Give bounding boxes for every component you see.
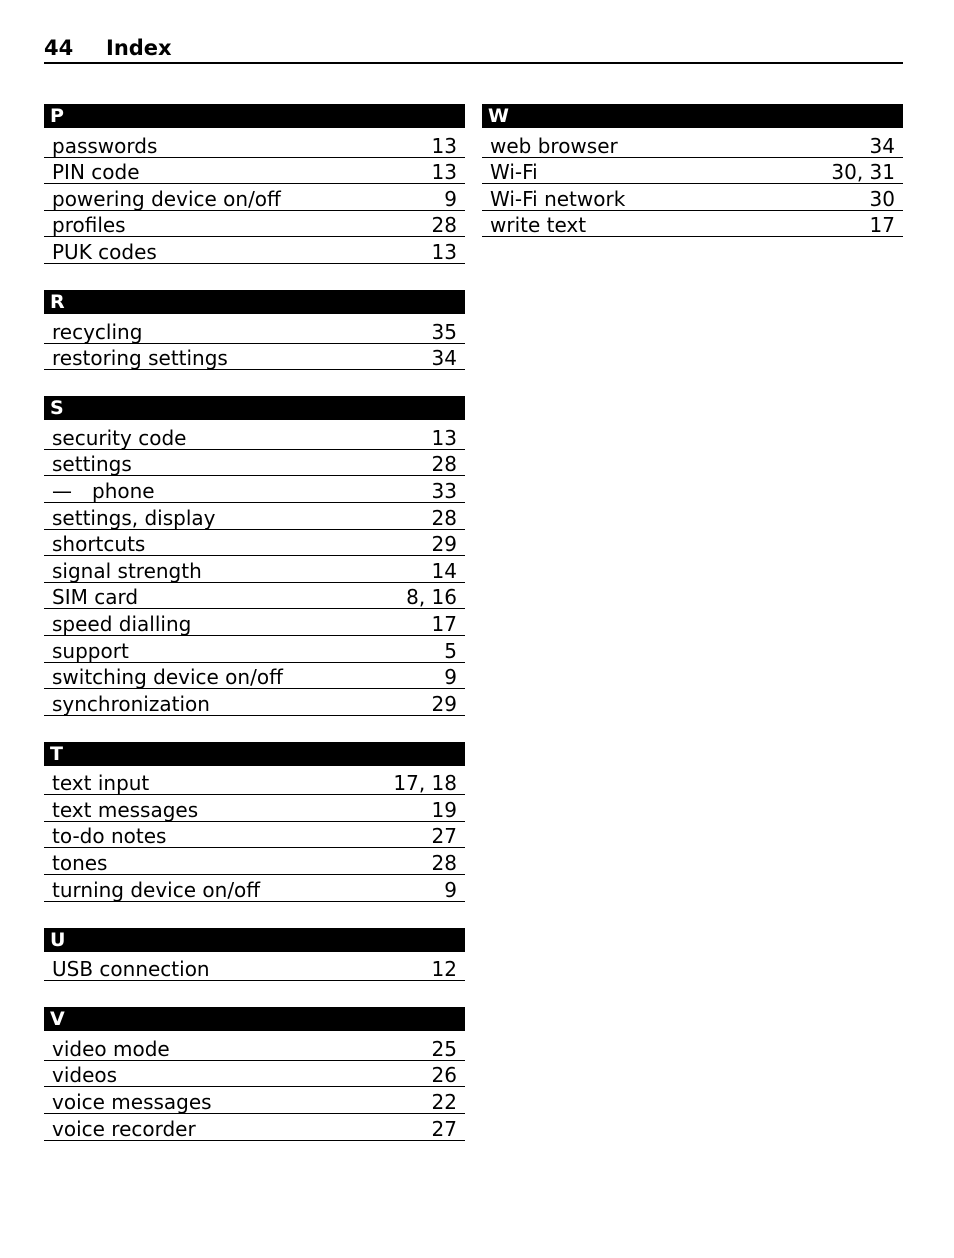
- entry-pages: 33: [431, 478, 457, 503]
- entry-term: settings: [52, 452, 132, 477]
- section-letter-heading: P: [44, 104, 465, 128]
- index-entry: [44, 211, 465, 238]
- index-entry: [44, 848, 465, 875]
- entry-list: [44, 423, 465, 716]
- entry-term: turning device on/off: [52, 877, 261, 902]
- entry-term: videos: [52, 1063, 118, 1088]
- entry-term: video mode: [52, 1036, 170, 1061]
- page-header: [44, 34, 903, 64]
- entry-pages: 5: [444, 638, 457, 663]
- entry-pages: 13: [431, 425, 457, 450]
- entry-pages: 19: [431, 797, 457, 822]
- entry-term: settings, display: [52, 505, 216, 530]
- section-letter-heading: V: [44, 1007, 465, 1031]
- entry-list: [482, 131, 903, 237]
- entry-pages: 26: [431, 1063, 457, 1088]
- entry-term: to-do notes: [52, 824, 167, 849]
- index-column-left: [44, 104, 465, 1167]
- entry-term: Wi-Fi network: [490, 186, 626, 211]
- index-entry: [44, 875, 465, 902]
- entry-term: voice recorder: [52, 1116, 196, 1141]
- entry-list: [44, 317, 465, 370]
- index-entry: [44, 237, 465, 264]
- index-section-s: [44, 396, 465, 716]
- index-entry: [44, 556, 465, 583]
- entry-list: [44, 1034, 465, 1140]
- section-letter-heading: W: [482, 104, 903, 128]
- index-entry: [44, 636, 465, 663]
- entry-term: voice messages: [52, 1090, 212, 1115]
- entry-list: [44, 955, 465, 982]
- entry-list: [44, 131, 465, 264]
- index-entry: [44, 503, 465, 530]
- index-entry: [44, 423, 465, 450]
- entry-term: SIM card: [52, 585, 139, 610]
- index-entry: [44, 955, 465, 982]
- index-entry: [44, 131, 465, 158]
- entry-term: security code: [52, 425, 187, 450]
- entry-pages: 28: [431, 851, 457, 876]
- index-entry: [44, 689, 465, 716]
- entry-pages: 17: [431, 611, 457, 636]
- entry-pages: 30, 31: [831, 160, 895, 185]
- entry-pages: 27: [431, 824, 457, 849]
- index-section-p: [44, 104, 465, 264]
- index-section-v: [44, 1007, 465, 1140]
- index-section-w: [482, 104, 903, 237]
- entry-term: web browser: [490, 133, 618, 158]
- index-entry: [44, 530, 465, 557]
- index-entry: [44, 795, 465, 822]
- page-number: 44: [44, 36, 74, 60]
- entry-pages: 25: [431, 1036, 457, 1061]
- index-entry: [482, 158, 903, 185]
- index-entry: [44, 663, 465, 690]
- entry-pages: 28: [431, 505, 457, 530]
- entry-term: profiles: [52, 213, 126, 238]
- entry-pages: 28: [431, 213, 457, 238]
- entry-pages: 34: [869, 133, 895, 158]
- index-entry: [482, 184, 903, 211]
- entry-term: restoring settings: [52, 346, 228, 371]
- index-section-r: [44, 290, 465, 370]
- entry-term: speed dialling: [52, 611, 192, 636]
- section-letter-heading: T: [44, 742, 465, 766]
- index-entry: [44, 1034, 465, 1061]
- entry-pages: 29: [431, 532, 457, 557]
- entry-term: Wi-Fi: [490, 160, 538, 185]
- index-entry: [44, 1087, 465, 1114]
- entry-pages: 28: [431, 452, 457, 477]
- index-section-u: [44, 928, 465, 982]
- entry-pages: 29: [431, 691, 457, 716]
- entry-pages: 12: [431, 957, 457, 982]
- entry-list: [44, 769, 465, 902]
- entry-term: — phone: [52, 478, 155, 503]
- entry-term: switching device on/off: [52, 665, 283, 690]
- index-entry: [482, 211, 903, 238]
- index-entry: [44, 583, 465, 610]
- subentry-dash: —: [52, 478, 72, 503]
- index-entry: [44, 344, 465, 371]
- entry-term: write text: [490, 213, 587, 238]
- entry-pages: 13: [431, 239, 457, 264]
- entry-term: PIN code: [52, 160, 140, 185]
- entry-term: powering device on/off: [52, 186, 281, 211]
- entry-pages: 13: [431, 133, 457, 158]
- entry-term: PUK codes: [52, 239, 157, 264]
- entry-pages: 8, 16: [406, 585, 457, 610]
- entry-pages: 9: [444, 877, 457, 902]
- entry-pages: 13: [431, 160, 457, 185]
- entry-pages: 34: [431, 346, 457, 371]
- index-entry: [44, 317, 465, 344]
- index-entry: [44, 822, 465, 849]
- entry-pages: 9: [444, 665, 457, 690]
- index-entry: [44, 609, 465, 636]
- entry-pages: 30: [869, 186, 895, 211]
- entry-term: shortcuts: [52, 532, 146, 557]
- entry-term: passwords: [52, 133, 158, 158]
- index-entry: [482, 131, 903, 158]
- entry-pages: 17: [869, 213, 895, 238]
- index-entry: [44, 184, 465, 211]
- entry-term: USB connection: [52, 957, 210, 982]
- entry-pages: 27: [431, 1116, 457, 1141]
- entry-term: text input: [52, 771, 150, 796]
- section-letter-heading: S: [44, 396, 465, 420]
- entry-term: synchronization: [52, 691, 210, 716]
- index-entry: [44, 450, 465, 477]
- page-title: Index: [106, 36, 172, 60]
- section-letter-heading: R: [44, 290, 465, 314]
- index-section-t: [44, 742, 465, 902]
- entry-term: recycling: [52, 319, 143, 344]
- entry-term: support: [52, 638, 129, 663]
- section-letter-heading: U: [44, 928, 465, 952]
- index-entry: [44, 158, 465, 185]
- entry-term: text messages: [52, 797, 199, 822]
- index-entry: [44, 1114, 465, 1141]
- index-column-right: [482, 104, 903, 263]
- index-entry: [44, 769, 465, 796]
- entry-pages: 17, 18: [393, 771, 457, 796]
- index-entry: [44, 1061, 465, 1088]
- entry-term: signal strength: [52, 558, 202, 583]
- entry-term: tones: [52, 851, 108, 876]
- entry-pages: 14: [431, 558, 457, 583]
- entry-pages: 22: [431, 1090, 457, 1115]
- entry-pages: 9: [444, 186, 457, 211]
- index-entry: [44, 476, 465, 503]
- entry-pages: 35: [431, 319, 457, 344]
